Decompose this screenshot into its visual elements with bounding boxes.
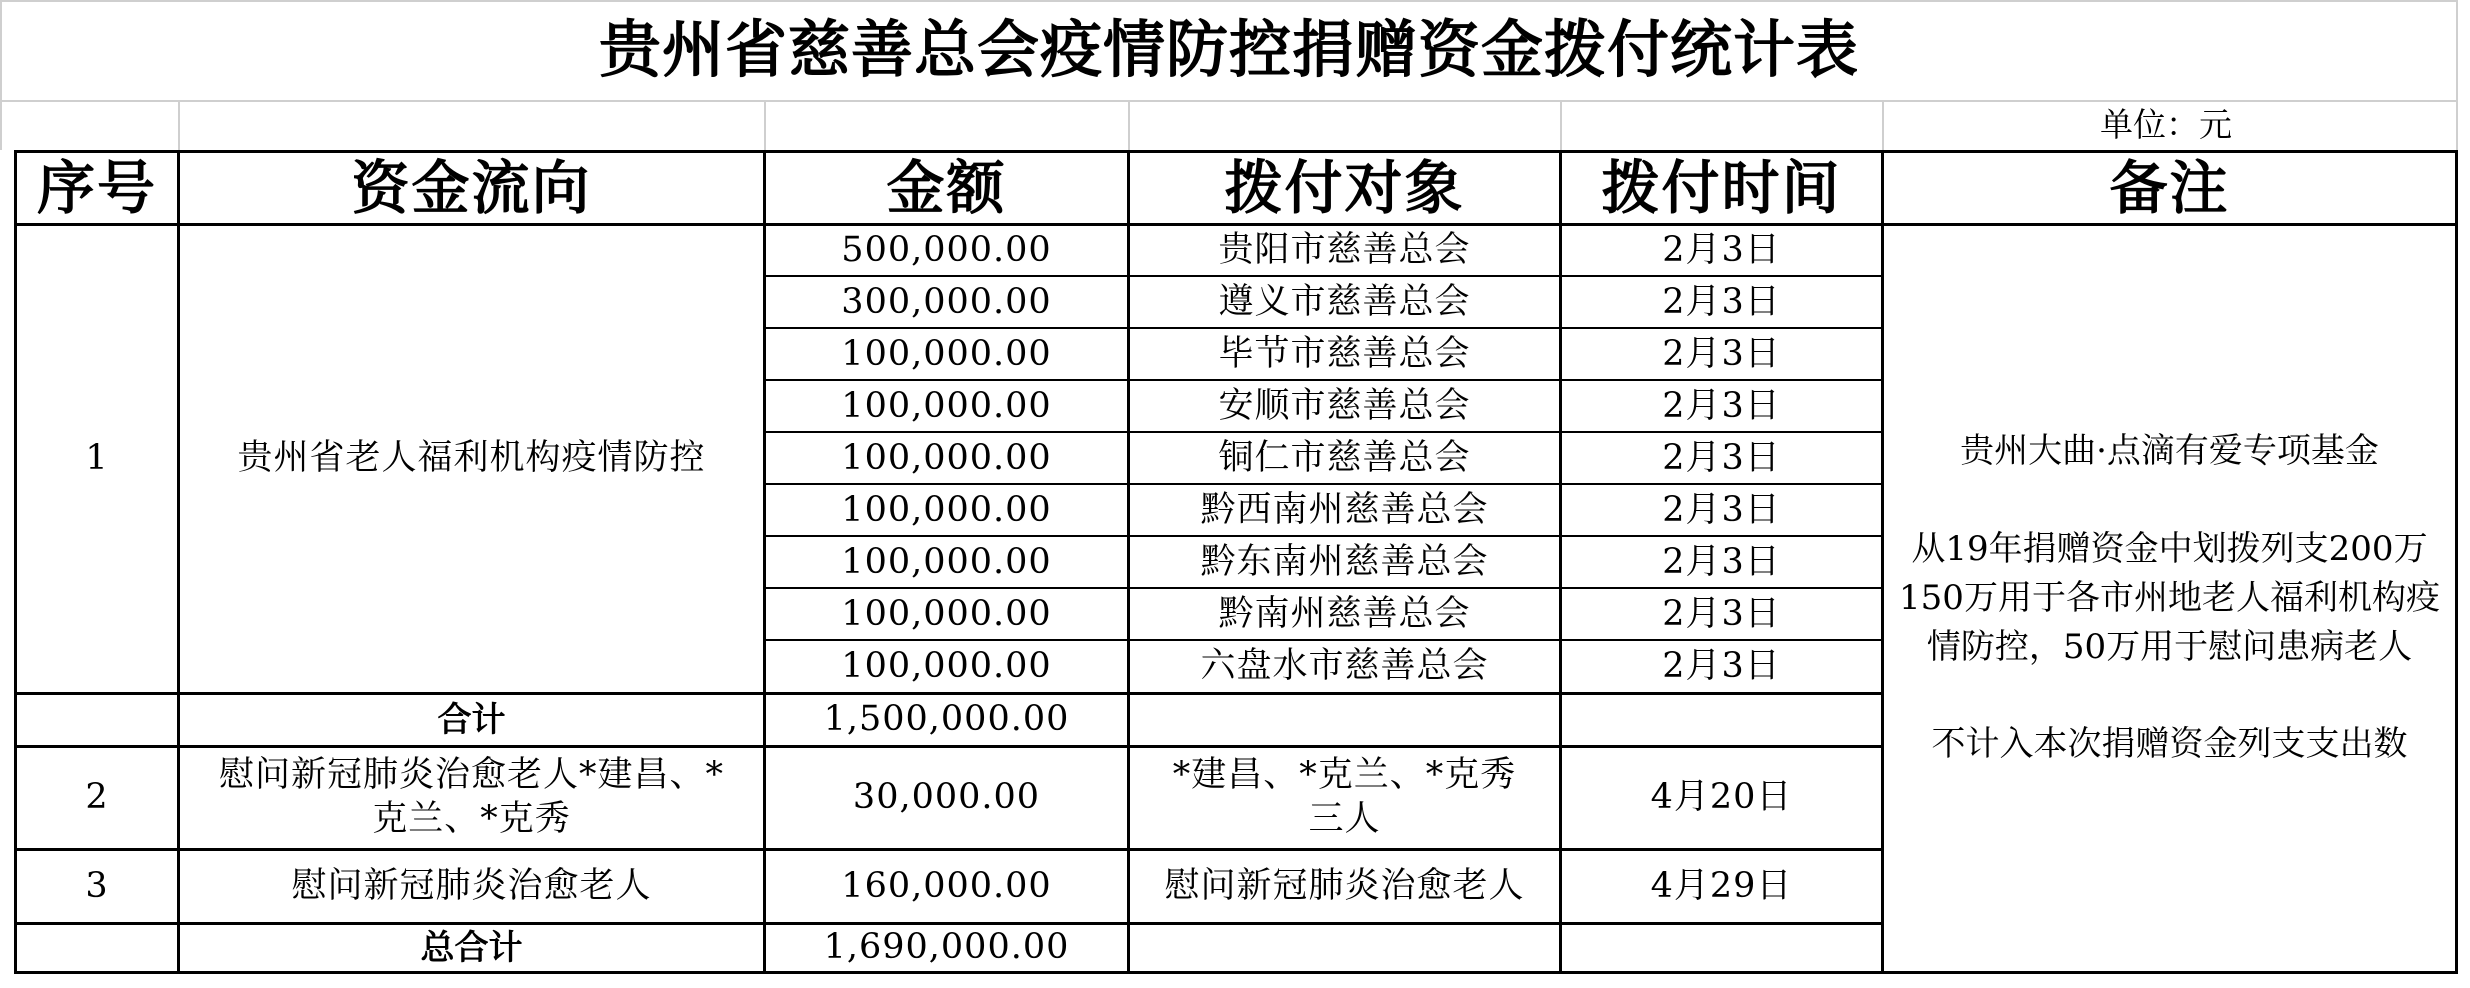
header-time: 拨付时间 [1601, 153, 1842, 222]
grid-line [1882, 100, 1884, 150]
table-cell-time: 2月3日 [1662, 646, 1781, 687]
table-cell-target: 安顺市慈善总会 [1218, 385, 1471, 426]
table-cell-target: 贵阳市慈善总会 [1218, 229, 1471, 270]
table-cell-target: 黔东南州慈善总会 [1200, 541, 1489, 582]
table-cell-target: 六盘水市慈善总会 [1200, 646, 1489, 687]
table-cell-target: 毕节市慈善总会 [1218, 333, 1471, 374]
unit-label: 单位：元 [2100, 105, 2232, 145]
group2-time: 4月20日 [1650, 777, 1793, 818]
remark-cell [1883, 225, 2456, 972]
table-cell-time: 2月3日 [1662, 593, 1781, 634]
group3-target: 慰问新冠肺炎治愈老人 [1164, 865, 1525, 906]
page-title: 贵州省慈善总会疫情防控捐赠资金拨付统计表 [598, 13, 1859, 87]
table-cell-time: 2月3日 [1662, 489, 1781, 530]
table-cell-amount: 100,000.00 [841, 333, 1052, 374]
header-seq: 序号 [36, 153, 157, 222]
header-target: 拨付对象 [1224, 153, 1465, 222]
table-cell-target: 遵义市慈善总会 [1218, 281, 1471, 322]
table-cell-amount: 500,000.00 [841, 229, 1052, 270]
group3-flow: 慰问新冠肺炎治愈老人 [291, 865, 652, 906]
remark-fund-name: 贵州大曲·点滴有爱专项基金 [1960, 431, 2379, 472]
table-cell-time: 2月3日 [1662, 385, 1781, 426]
grid-line [0, 100, 2458, 102]
grid-line [764, 100, 766, 150]
table-cell-time: 2月3日 [1662, 541, 1781, 582]
remark-detail: 从19年捐赠资金中划拨列支200万 150万用于各市州地老人福利机构疫 情防控，50万用于慰问患病老人 [1899, 528, 2440, 668]
group2-amount: 30,000.00 [852, 777, 1041, 818]
table-cell-amount: 100,000.00 [841, 489, 1052, 530]
group2-seq: 2 [85, 777, 109, 818]
table-cell-target: 黔西南州慈善总会 [1200, 489, 1489, 530]
subtotal-label: 合计 [437, 699, 506, 740]
header-flow: 资金流向 [351, 153, 592, 222]
total-label: 总合计 [420, 927, 523, 968]
grid-line [1560, 100, 1562, 150]
table-cell-amount: 300,000.00 [841, 281, 1052, 322]
group3-amount: 160,000.00 [841, 865, 1052, 906]
group2-target: *建昌、*克兰、*克秀 三人 [1172, 755, 1517, 839]
grid-line [178, 100, 180, 150]
subtotal-amount: 1,500,000.00 [823, 699, 1070, 740]
group1-seq: 1 [85, 438, 109, 479]
header-remark: 备注 [2109, 153, 2230, 222]
remark-note: 不计入本次捐赠资金列支支出数 [1931, 724, 2408, 765]
grid-line [1128, 100, 1130, 150]
group1-flow: 贵州省老人福利机构疫情防控 [237, 438, 706, 479]
table-cell-amount: 100,000.00 [841, 385, 1052, 426]
table-cell-target: 黔南州慈善总会 [1218, 593, 1471, 634]
table-cell-amount: 100,000.00 [841, 437, 1052, 478]
group3-time: 4月29日 [1650, 865, 1793, 906]
table-cell-time: 2月3日 [1662, 437, 1781, 478]
header-amount: 金额 [886, 153, 1007, 222]
table-cell-target: 铜仁市慈善总会 [1218, 437, 1471, 478]
group2-flow: 慰问新冠肺炎治愈老人*建昌、* 克兰、*克秀 [218, 755, 724, 839]
total-amount: 1,690,000.00 [823, 927, 1070, 968]
table-cell-amount: 100,000.00 [841, 541, 1052, 582]
table-cell-amount: 100,000.00 [841, 646, 1052, 687]
table-cell-amount: 100,000.00 [841, 593, 1052, 634]
table-cell-time: 2月3日 [1662, 333, 1781, 374]
table-cell-time: 2月3日 [1662, 281, 1781, 322]
table-cell-time: 2月3日 [1662, 229, 1781, 270]
group3-seq: 3 [85, 865, 109, 906]
